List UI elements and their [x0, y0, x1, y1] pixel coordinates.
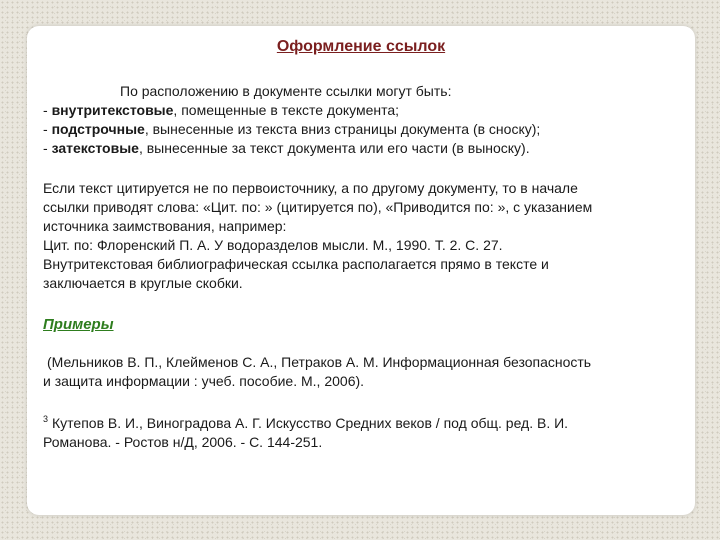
list-dash: - [43, 140, 52, 156]
list-text: , помещенные в тексте документа; [173, 102, 400, 118]
list-term: затекстовые [51, 140, 139, 156]
example-2 [43, 410, 568, 452]
list-term: подстрочные [51, 121, 145, 137]
example-1 [43, 353, 591, 391]
paragraph-line: Если текст цитируется не по первоисточнику, а по другому документу, то в начале [43, 180, 578, 196]
list-text: , вынесенные из текста вниз страницы документа (в сноску); [144, 121, 541, 137]
list-item [43, 120, 540, 139]
list-item [43, 139, 540, 158]
paragraph-line: источника заимствования, например: [43, 218, 287, 234]
list-text: , вынесенные за текст документа или его части (в выноску). [138, 140, 530, 156]
paragraph-line: Внутритекстовая библиографическая ссылка располагается прямо в тексте и [43, 256, 549, 272]
list-term: внутритекстовые [51, 102, 174, 118]
intro-block [43, 82, 540, 158]
examples-heading: Примеры [43, 316, 114, 333]
paragraph-line: Цит. по: Флоренский П. А. У водоразделов мысли. М., 1990. Т. 2. С. 27. [43, 237, 503, 253]
list-dash: - [43, 121, 52, 137]
list-dash: - [43, 102, 52, 118]
example-text: Кутепов В. И., Виноградова А. Г. Искусство Средних веков / под общ. ред. В. И. [52, 415, 569, 431]
paragraph-line: заключается в круглые скобки. [43, 275, 243, 291]
paragraph-line: ссылки приводят слова: «Цит. по: » (цитируется по), «Приводится по: », с указанием [43, 199, 593, 215]
slide-title: Оформление ссылок [276, 38, 446, 55]
list-item [43, 101, 540, 120]
example-line [43, 410, 568, 433]
citation-paragraph [43, 179, 592, 293]
example-line: (Мельников В. П., Клейменов С. А., Петраков А. М. Информационная безопасность [47, 354, 592, 370]
example-line: Романова. - Ростов н/Д, 2006. - С. 144-251. [43, 434, 323, 450]
slide [27, 26, 695, 515]
example-line: и защита информации : учеб. пособие. М., 2006). [43, 373, 365, 389]
footnote-mark: 3 [43, 414, 49, 424]
intro-line: По расположению в документе ссылки могут быть: [120, 83, 452, 99]
